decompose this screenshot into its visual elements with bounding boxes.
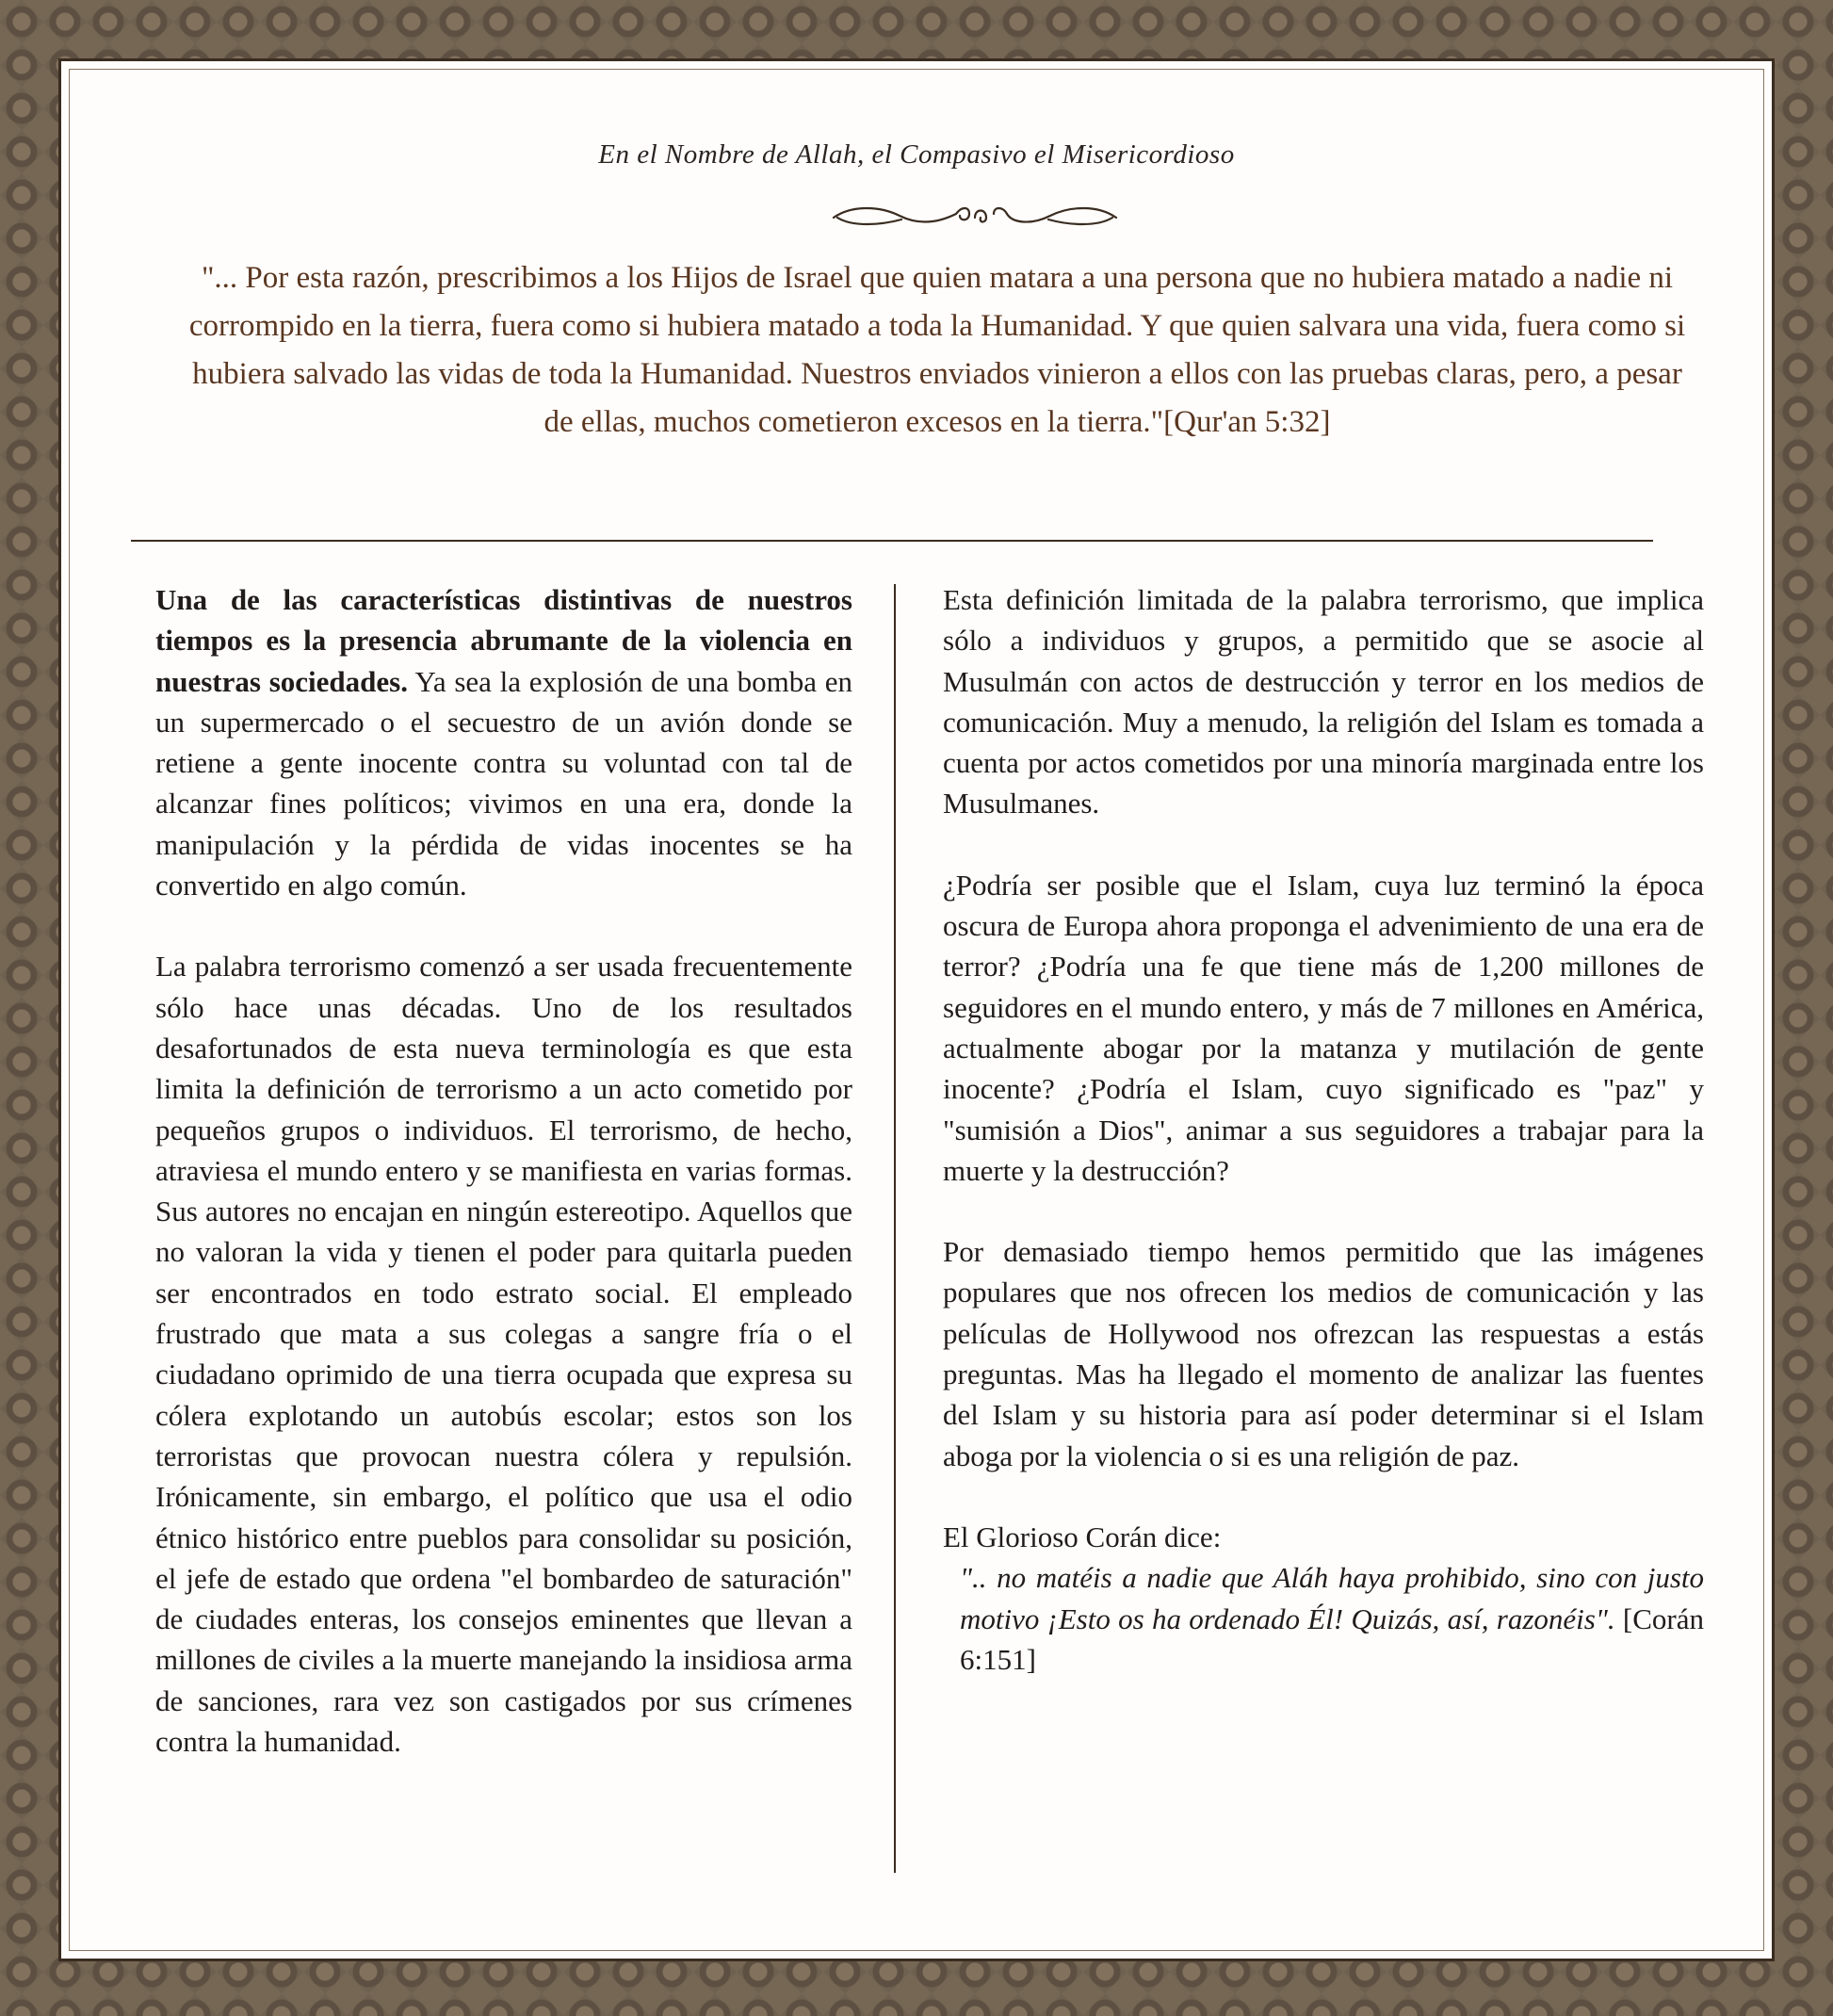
- left-column: [155, 579, 852, 1802]
- left-paragraph-1: [155, 579, 852, 905]
- right-column: [943, 579, 1704, 1720]
- quran-quote: "... Por esta razón, prescribimos a los Hijos de Israel que quien matara a una persona que no hubiera matado a nadie ni corrompido en la tierra, fuera como si hubiera matado a toda la Humanidad. Y que quien salvara una vida, fuera como si hubiera salvado las vidas de toda la Humanidad. Nuestros enviados vinieron a ellos con las pruebas claras, pero, a pesar de ellas, muchos cometieron excesos en la tierra."[Qur'an 5:32]: [188, 261, 1686, 439]
- document-page: [58, 58, 1775, 1961]
- column-divider: [894, 584, 896, 1873]
- right-paragraph-1: Esta definición limitada de la palabra terrorismo, que implica sólo a individuos y grupos, a permitido que se asocie al Musulmán con actos de destrucción y terror en los medios de comunicación. Muy a menudo, la religión del Islam es tomada a cuenta por actos cometidos por una minoría marginada entre los Musulmanes.: [943, 583, 1704, 821]
- left-paragraph-2: La palabra terrorismo comenzó a ser usada frecuentemente sólo hace unas décadas. Uno de los resultados desafortunados de esta nueva terminología es que esta limita la definición de terrorismo a un acto cometido por pequeños grupos o individuos. El terrorismo, de hecho, atraviesa el mundo entero y se manifiesta en varias formas. Sus autores no encajan en ningún estereotipo. Aquellos que no valoran la vida y tienen el poder para quitarla pueden ser encontrados en todo estrato social. El empleado frustrado que mata a sus colegas a sangre fría o el ciudadano oprimido de una tierra ocupada que expresa su cólera explotando un autobús escolar; estos son los terroristas que provocan nuestra cólera y repulsión. Irónicamente, sin embargo, el político que usa el odio étnico histórico entre pueblos para consolidar su posición, el jefe de estado que ordena "el bombardeo de saturación" de ciudades enteras, los consejos eminentes que llevan a millones de civiles a la muerte manejando la insidiosa arma de sanciones, rara vez son castigados por sus crímenes contra la humanidad.: [155, 950, 852, 1759]
- verse-text: ".. no matéis a nadie que Aláh haya prohibido, sino con justo motivo ¡Esto os ha ordenado Él! Quizás, así, razonéis".: [960, 1561, 1704, 1635]
- right-paragraph-3: Por demasiado tiempo hemos permitido que las imágenes populares que nos ofrecen los medios de comunicación y las películas de Hollywood nos ofrezcan las respuestas a estás preguntas. Mas ha llegado el momento de analizar las fuentes del Islam y su historia para así poder determinar si el Islam aboga por la violencia o si es una religión de paz.: [943, 1235, 1704, 1472]
- verse-reference: [Corán 6:151]: [960, 1601, 1704, 1676]
- bismillah-heading: En el Nombre de Allah, el Compasivo el Misericordioso: [598, 139, 1235, 170]
- right-paragraph-2: ¿Podría ser posible que el Islam, cuya luz terminó la época oscura de Europa ahora proponga el advenimiento de una era de terror? ¿Podría una fe que tiene más de 1,200 millones de seguidores en el mundo entero, y más de 7 millones en América, actualmente abogar por la matanza y mutilación de gente inocente? ¿Podría el Islam, cuyo significado es "paz" y "sumisión a Dios", animar a sus seguidores a trabajar para la muerte y la destrucción?: [943, 868, 1704, 1187]
- lead-sentence: Una de las características distintivas de nuestros tiempos es la presencia abrumante de la violencia en nuestras sociedades.: [155, 583, 852, 698]
- quran-verse: [943, 1557, 1704, 1680]
- verse-intro: El Glorioso Corán dice:: [943, 1520, 1222, 1553]
- header-divider: [131, 540, 1653, 542]
- left-paragraph-1-rest: Ya sea la explosión de una bomba en un supermercado o el secuestro de un avión donde se retiene a gente inocente contra su voluntad con tal de alcanzar fines políticos; vivimos en una era, donde la manipulación y la pérdida de vidas inocentes se ha convertido en algo común.: [155, 664, 852, 902]
- flourish-ornament-icon: [824, 201, 1126, 235]
